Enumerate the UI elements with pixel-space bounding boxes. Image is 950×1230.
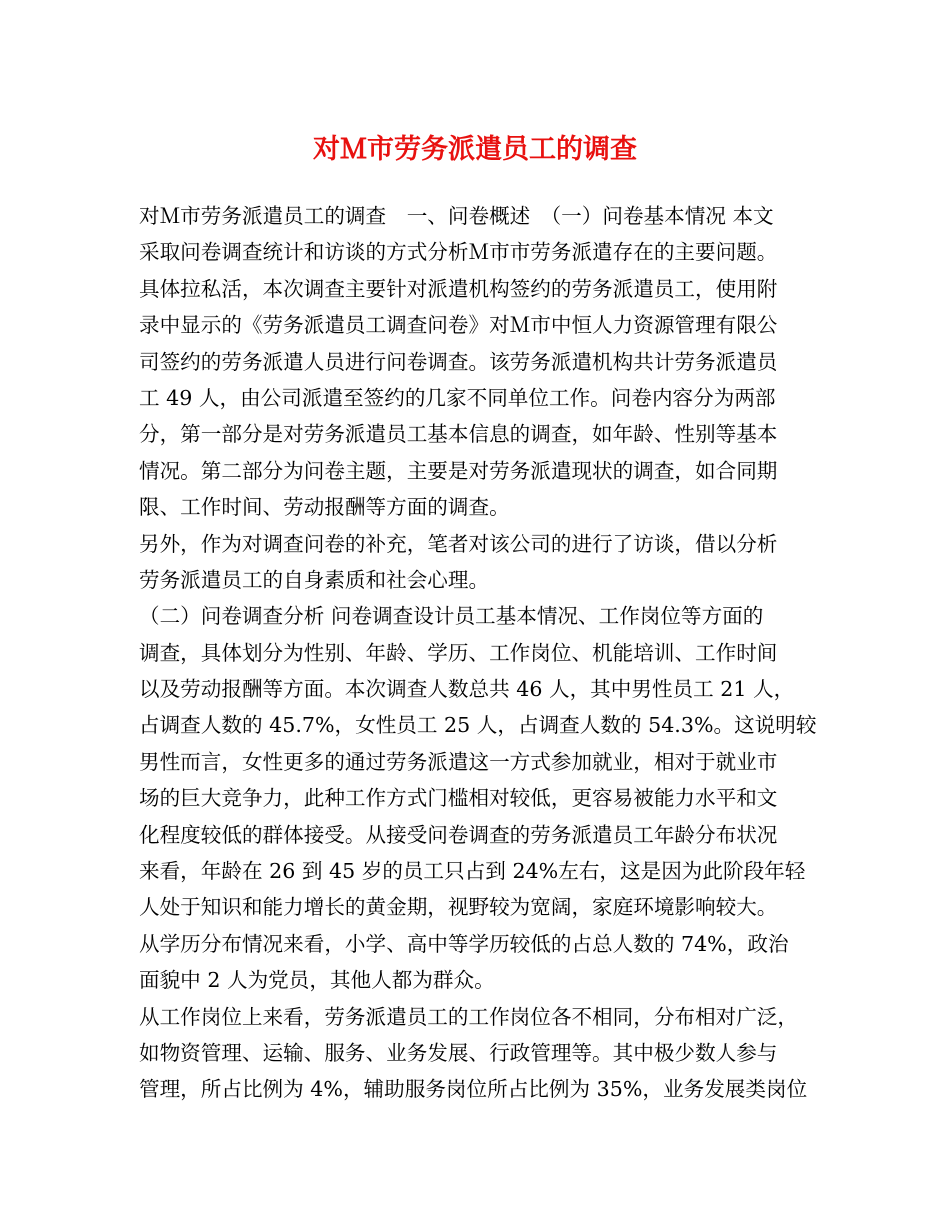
text-line: 采取问卷调查统计和访谈的方式分析Ｍ市市劳务派遣存在的主要问题。 xyxy=(139,240,778,265)
text-line: 情况。第二部分为问卷主题，主要是对劳务派遣现状的调查，如合同期 xyxy=(139,458,778,483)
text-line: （二）问卷调查分析 问卷调查设计员工基本情况、工作岗位等方面的 xyxy=(139,604,764,629)
document-body xyxy=(139,198,819,1108)
text-line: 面貌中 2 人为党员，其他人都为群众。 xyxy=(139,968,495,993)
text-line: 人处于知识和能力增长的黄金期，视野较为宽阔，家庭环境影响较大。 xyxy=(139,895,778,920)
document-title: 对Ｍ市劳务派遣员工的调查 xyxy=(313,134,637,165)
text-line: 具体拉私活，本次调查主要针对派遣机构签约的劳务派遣员工，使用附 xyxy=(139,276,778,301)
text-line: 限、工作时间、劳动报酬等方面的调查。 xyxy=(139,495,510,520)
text-line: 管理，所占比例为 4%，辅助服务岗位所占比例为 35%，业务发展类岗位 xyxy=(139,1077,808,1102)
text-line: 男性而言，女性更多的通过劳务派遣这一方式参加就业，相对于就业市 xyxy=(139,749,778,774)
text-line: 化程度较低的群体接受。从接受问卷调查的劳务派遣员工年龄分布状况 xyxy=(139,822,778,847)
text-line: 场的巨大竞争力，此种工作方式门槛相对较低，更容易被能力水平和文 xyxy=(139,786,778,811)
text-line: 从学历分布情况来看，小学、高中等学历较低的占总人数的 74%，政治 xyxy=(139,931,789,956)
text-line: 录中显示的《劳务派遣员工调查问卷》对Ｍ市中恒人力资源管理有限公 xyxy=(139,313,778,338)
text-line: 以及劳动报酬等方面。本次调查人数总共 46 人，其中男性员工 21 人， xyxy=(139,677,795,702)
text-line: 来看，年龄在 26 到 45 岁的员工只占到 24%左右，这是因为此阶段年轻 xyxy=(139,859,806,884)
text-line: 另外，作为对调查问卷的补充，笔者对该公司的进行了访谈，借以分析 xyxy=(139,531,778,556)
text-line: 劳务派遣员工的自身素质和社会心理。 xyxy=(139,567,490,592)
text-line: 从工作岗位上来看，劳务派遣员工的工作岗位各不相同，分布相对广泛， xyxy=(139,1004,798,1029)
text-line: 工 49 人，由公司派遣至签约的几家不同单位工作。问卷内容分为两部 xyxy=(139,385,776,410)
text-line: 调查，具体划分为性别、年龄、学历、工作岗位、机能培训、工作时间 xyxy=(139,640,778,665)
text-line: 如物资管理、运输、服务、业务发展、行政管理等。其中极少数人参与 xyxy=(139,1040,778,1065)
text-line: 对Ｍ市劳务派遣员工的调查 一、问卷概述 （一）问卷基本情况 本文 xyxy=(139,204,774,228)
text-line: 司签约的劳务派遣人员进行问卷调查。该劳务派遣机构共计劳务派遣员 xyxy=(139,349,778,374)
text-line: 占调查人数的 45.7%，女性员工 25 人，占调查人数的 54.3%。这说明较 xyxy=(139,713,817,738)
text-line: 分，第一部分是对劳务派遣员工基本信息的调查，如年龄、性别等基本 xyxy=(139,422,778,447)
